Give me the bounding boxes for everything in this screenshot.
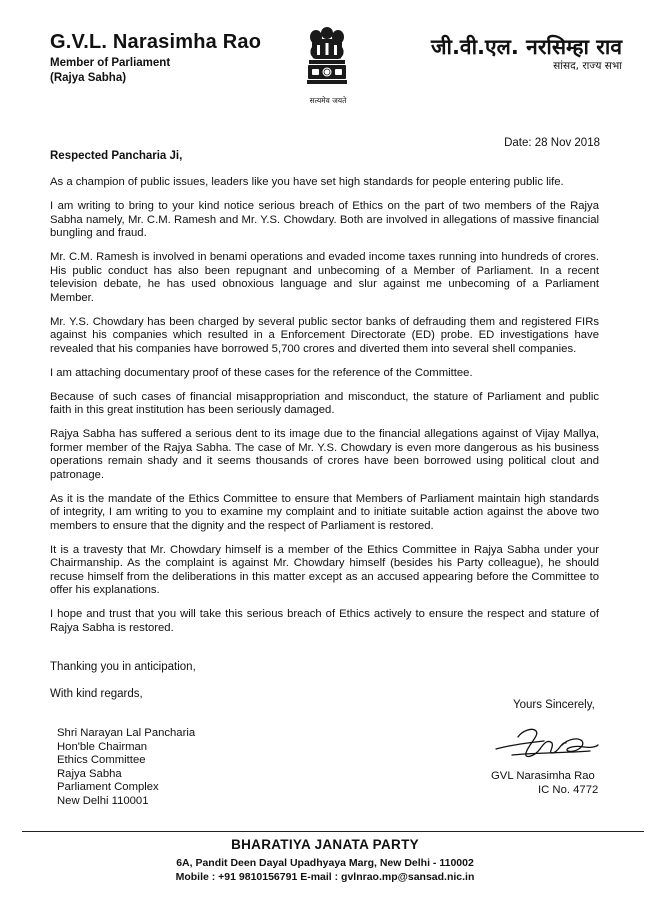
footer-divider [22, 831, 644, 832]
footer-party-name: BHARATIYA JANATA PARTY [231, 837, 419, 852]
body-paragraph: It is a travesty that Mr. Chowdary himself is a member of the Ethics Committee in Rajya Sabha under your Chairmanship. As the complaint is against Mr. Chowdary himself (besides his Party colleague), he should recuse himself from the deliberations in this matter except as an accused appearing before the Committee to offer his explanations. [50, 543, 599, 596]
addressee-block [57, 727, 195, 809]
letter-regards: With kind regards, [50, 688, 143, 700]
body-paragraph: As a champion of public issues, leaders like you have set high standards for people entering public life. [50, 176, 564, 188]
national-emblem-icon [305, 25, 349, 87]
letterhead-title-hindi: सांसद, राज्य सभा [553, 60, 622, 72]
body-paragraph: I hope and trust that you will take this serious breach of Ethics actively to ensure the respect and stature of Rajya Sabha is restored. [50, 608, 599, 634]
letterhead-role: Member of Parliament [50, 57, 171, 69]
body-paragraph: Mr. Y.S. Chowdary has been charged by several public sector banks of defrauding them and registered FIRs against his companies which resulted in a Enforcement Directorate (ED) probe. ED investigations have revealed that his companies have borrowed 5,700 crores and diverted them into several shell companies. [50, 315, 599, 355]
handwritten-signature [492, 721, 602, 763]
signer-block [491, 770, 598, 797]
letterhead-name-english: G.V.L. Narasimha Rao [50, 31, 262, 53]
letterhead-name-hindi: जी.वी.एल. नरसिम्हा राव [430, 35, 622, 59]
body-paragraph: I am attaching documentary proof of these cases for the reference of the Committee. [50, 366, 473, 379]
signer-name: GVL Narasimha Rao [491, 770, 595, 782]
addressee-line: Ethics Committee [57, 754, 146, 767]
letter-salutation: Respected Pancharia Ji, [50, 150, 183, 162]
letter-thanking: Thanking you in anticipation, [50, 661, 196, 673]
addressee-line: Parliament Complex [57, 781, 159, 794]
letter-date: Date: 28 Nov 2018 [504, 137, 600, 149]
body-paragraph: Mr. C.M. Ramesh is involved in benami operations and evaded income taxes running into hundreds of crores. His public conduct has also been repugnant and unbecoming of a Member of Parliament. In a recent television debate, he has used obnoxious language and slur against me unbecoming of a Parliament Member. [50, 251, 599, 304]
body-paragraph: Rajya Sabha has suffered a serious dent to its image due to the financial allegations against of Vijay Mallya, former member of the Rajya Sabha. The case of Mr. Y.S. Chowdary is even more dangerous as his business operations remain shady and it seems thousands of crores have been borrowed using political clout and patronage. [50, 428, 599, 481]
body-paragraph: As it is the mandate of the Ethics Committee to ensure that Members of Parliament maintain high standards of integrity, I am writing to you to examine my complaint and to initiate suitable action against the above two members to ensure that the dignity and the respect of Parliament is restored. [50, 492, 599, 532]
body-paragraph: I am writing to bring to your kind notice serious breach of Ethics on the part of two members of the Rajya Sabha namely, Mr. C.M. Ramesh and Mr. Y.S. Chowdary. Both are involved in allegations of massive financial bungling and fraud. [50, 200, 599, 239]
addressee-line: New Delhi 110001 [57, 794, 149, 807]
letter-closing: Yours Sincerely, [513, 699, 595, 711]
footer-address: 6A, Pandit Deen Dayal Upadhyaya Marg, New Delhi - 110002 [176, 857, 474, 869]
letter-body [50, 176, 599, 646]
emblem-motto: सत्यमेव जयते [309, 96, 347, 105]
footer-contact: Mobile : +91 9810156791 E-mail : gvlnrao.mp@sansad.nic.in [175, 871, 475, 883]
signer-ic-number: IC No. 4772 [538, 783, 599, 796]
addressee-line: Hon'ble Chairman [57, 740, 148, 753]
body-paragraph: Because of such cases of financial misappropriation and misconduct, the stature of Parliament and public faith in this great institution has been seriously damaged. [50, 390, 599, 416]
addressee-line: Rajya Sabha [57, 767, 122, 780]
letterhead-house: (Rajya Sabha) [50, 72, 127, 84]
addressee-line: Shri Narayan Lal Pancharia [57, 727, 196, 739]
